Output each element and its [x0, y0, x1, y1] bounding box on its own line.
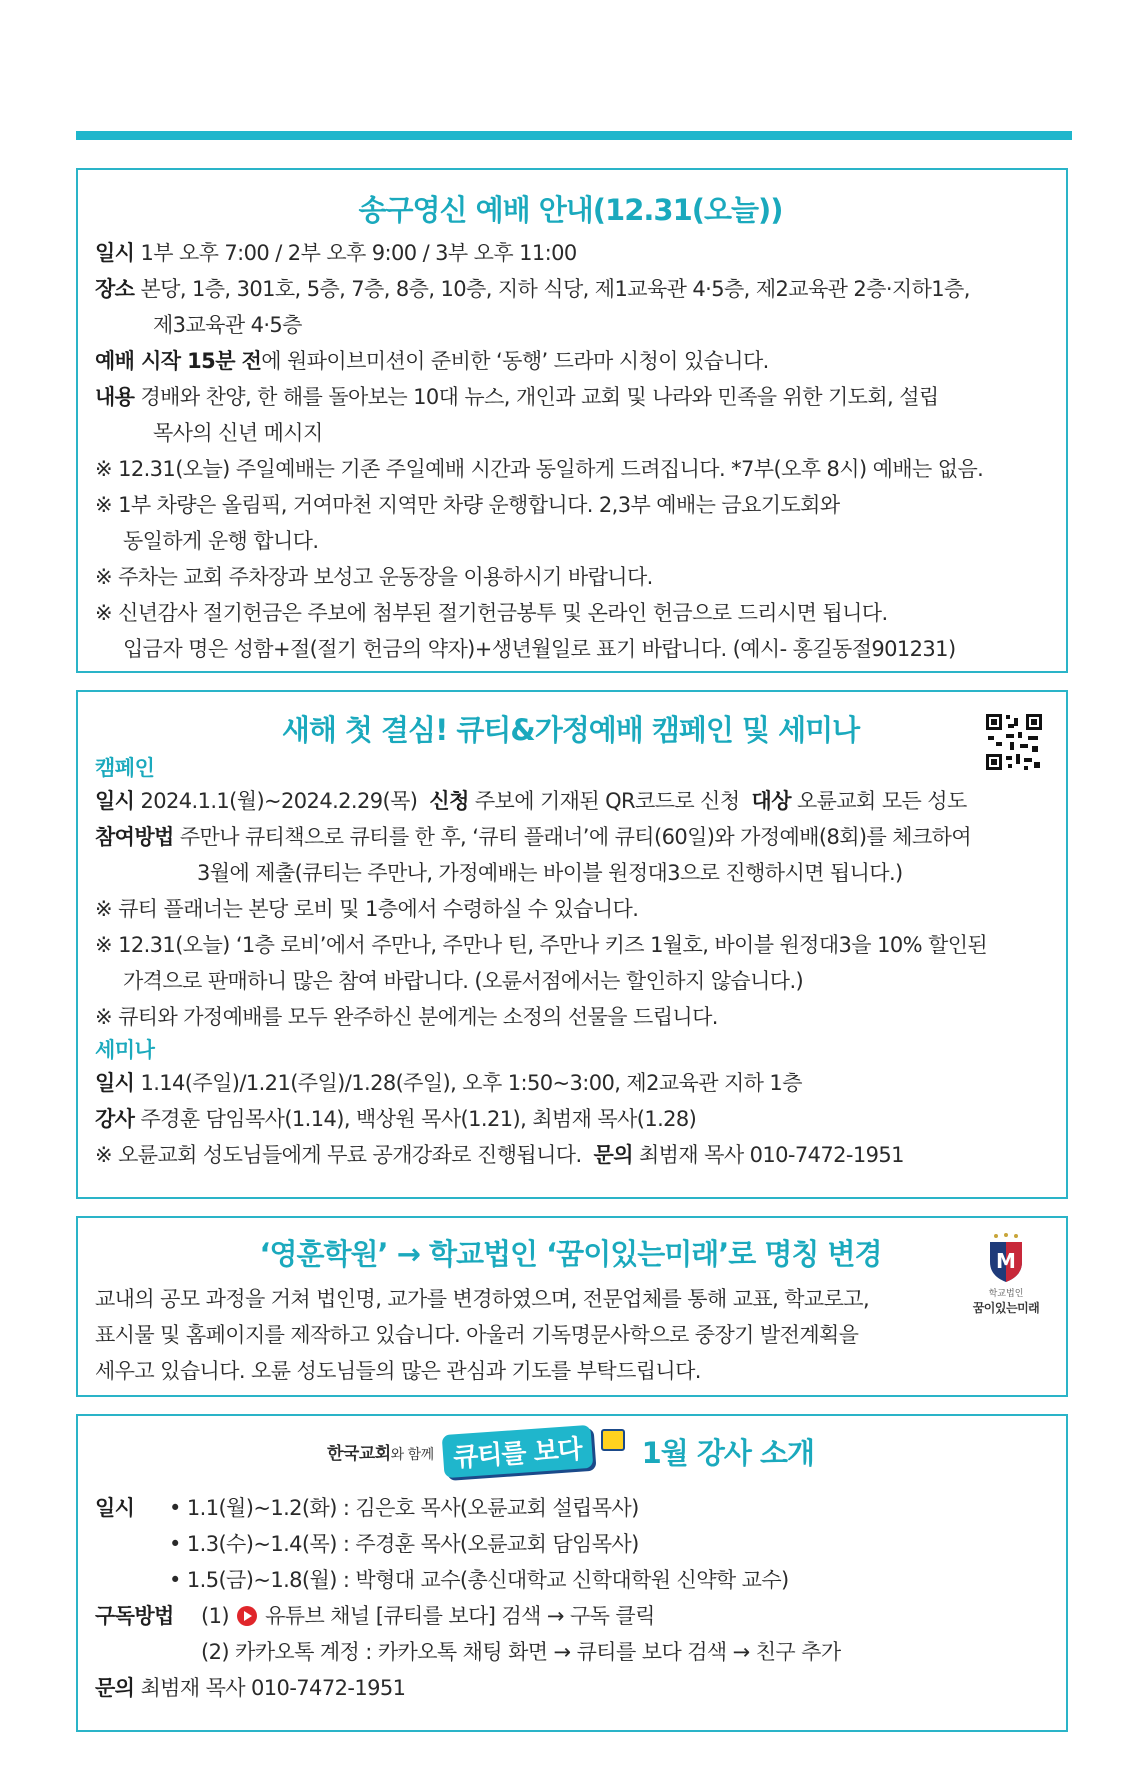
- note-vehicle-cont: 동일하게 운행 합니다.: [123, 529, 319, 553]
- campaign-subheading: 캠페인: [95, 756, 155, 780]
- campaign-date-line: 일시 2024.1.1(월)~2024.2.29(목) 신청 주보에 기재된 QR코드로 신청 대상 오륜교회 모든 성도: [95, 789, 967, 813]
- info-line-place: 장소 본당, 1층, 301호, 5층, 7층, 8층, 10층, 지하 식당, 제1교육관 4·5층, 제2교육관 2층·지하1층,: [95, 277, 970, 301]
- subscribe-line-kakao: (2) 카카오톡 계정 : 카카오톡 채팅 화면 → 큐티를 보다 검색 → 친구 추가: [201, 1640, 841, 1664]
- qr-code[interactable]: [984, 712, 1044, 772]
- lecturer-contact-line: 문의 최범재 목사 010-7472-1951: [95, 1676, 406, 1700]
- note-parking: ※ 주차는 교회 주차장과 보성고 운동장을 이용하시기 바랍니다.: [95, 565, 653, 589]
- school-logo-name: 꿈이있는미래: [972, 1301, 1040, 1315]
- info-line-content-cont: 목사의 신년 메시지: [153, 421, 323, 445]
- rename-paragraph-line: 세우고 있습니다. 오륜 성도님들의 많은 관심과 기도를 부탁드립니다.: [95, 1359, 701, 1383]
- youtube-play-icon: [237, 1606, 257, 1626]
- seminar-date-line: 일시 1.14(주일)/1.21(주일)/1.28(주일), 오후 1:50~3:00, 제2교육관 지하 1층: [95, 1071, 802, 1095]
- school-emblem-icon: [984, 1232, 1028, 1284]
- subscribe-line-youtube: 구독방법 (1) 유튜브 채널 [큐티를 보다] 검색 → 구독 클릭: [95, 1604, 655, 1628]
- lecturer-title: 1월 강사 소개: [641, 1436, 815, 1470]
- info-line-time: 일시 1부 오후 7:00 / 2부 오후 9:00 / 3부 오후 11:00: [95, 241, 577, 265]
- qt-brand-logo: 큐티를 보다: [441, 1425, 592, 1478]
- lecturer-item-row: • 1.3(수)~1.4(목) : 주경훈 목사(오륜교회 담임목사): [169, 1532, 639, 1556]
- info-line-drama: 예배 시작 15분 전에 원파이브미션이 준비한 ‘동행’ 드라마 시청이 있습니다.: [95, 349, 769, 373]
- lecturer-item-row: • 1.5(금)~1.8(월) : 박형대 교수(총신대학교 신학대학원 신약학 교수): [169, 1568, 789, 1592]
- lecturer-item-row: 일시 • 1.1(월)~1.2(화) : 김은호 목사(오륜교회 설립목사): [95, 1496, 639, 1520]
- svg-text:M: M: [996, 1249, 1016, 1273]
- note-planner: ※ 큐티 플래너는 본당 로비 및 1층에서 수령하실 수 있습니다.: [95, 897, 639, 921]
- campaign-method-cont: 3월에 제출(큐티는 주만나, 가정예배는 바이블 원정대3으로 진행하시면 됩니다.): [197, 861, 903, 885]
- play-frame-icon: [601, 1429, 625, 1451]
- brand-prefix: 한국교회와 함께: [326, 1444, 434, 1464]
- note-offering: ※ 신년감사 절기헌금은 주보에 첨부된 절기헌금봉투 및 온라인 헌금으로 드리시면 됩니다.: [95, 601, 888, 625]
- year-end-service-notice: [76, 168, 1068, 673]
- seminar-subheading: 세미나: [95, 1038, 155, 1062]
- info-line-place-cont: 제3교육관 4·5층: [153, 313, 302, 337]
- school-logo-small-text: 학교법인: [988, 1289, 1024, 1299]
- note-worship: ※ 12.31(오늘) 주일예배는 기존 주일예배 시간과 동일하게 드려집니다. *7부(오후 8시) 예배는 없음.: [95, 457, 984, 481]
- note-discount-cont: 가격으로 판매하니 많은 참여 바랍니다. (오륜서점에서는 할인하지 않습니다.): [123, 969, 804, 993]
- seminar-note-line: ※ 오륜교회 성도님들에게 무료 공개강좌로 진행됩니다. 문의 최범재 목사 010-7472-1951: [95, 1143, 904, 1167]
- info-line-content: 내용 경배와 찬양, 한 해를 돌아보는 10대 뉴스, 개인과 교회 및 나라와 민족을 위한 기도회, 설립: [95, 385, 939, 409]
- school-rename-notice: [76, 1216, 1068, 1397]
- campaign-title: 새해 첫 결심! 큐티&가정예배 캠페인 및 세미나: [281, 713, 860, 747]
- school-logo: [960, 1232, 1052, 1316]
- note-offering-cont: 입금자 명은 성함+절(절기 헌금의 약자)+생년월일로 표기 바랍니다. (예시- 홍길동절901231): [123, 637, 956, 661]
- note-discount: ※ 12.31(오늘) ‘1층 로비’에서 주만나, 주만나 틴, 주만나 키즈 1월호, 바이블 원정대3을 10% 할인된: [95, 933, 988, 957]
- note-gift: ※ 큐티와 가정예배를 모두 완주하신 분에게는 소정의 선물을 드립니다.: [95, 1005, 718, 1029]
- lecturer-header: [95, 1430, 1046, 1490]
- qt-campaign-notice: [76, 690, 1068, 1199]
- notice-title: 송구영신 예배 안내(12.31(오늘)): [358, 193, 783, 227]
- seminar-speaker-line: 강사 주경훈 담임목사(1.14), 백상원 목사(1.21), 최범재 목사(1.28): [95, 1107, 697, 1131]
- note-vehicle: ※ 1부 차량은 올림픽, 거여마천 지역만 차량 운행합니다. 2,3부 예배는 금요기도회와: [95, 493, 840, 517]
- rename-paragraph-line: 표시물 및 홈페이지를 제작하고 있습니다. 아울러 기독명문사학으로 중장기 발전계획을: [95, 1323, 859, 1347]
- top-accent-bar: [76, 131, 1072, 140]
- rename-paragraph-line: 교내의 공모 과정을 거쳐 법인명, 교가를 변경하였으며, 전문업체를 통해 교표, 학교로고,: [95, 1287, 870, 1311]
- campaign-method-line: 참여방법 주만나 큐티책으로 큐티를 한 후, ‘큐티 플래너’에 큐티(60일)와 가정예배(8회)를 체크하여: [95, 825, 972, 849]
- qt-lecturer-notice: [76, 1414, 1068, 1732]
- rename-title: ‘영훈학원’ → 학교법인 ‘꿈이있는미래’로 명칭 변경: [259, 1237, 882, 1271]
